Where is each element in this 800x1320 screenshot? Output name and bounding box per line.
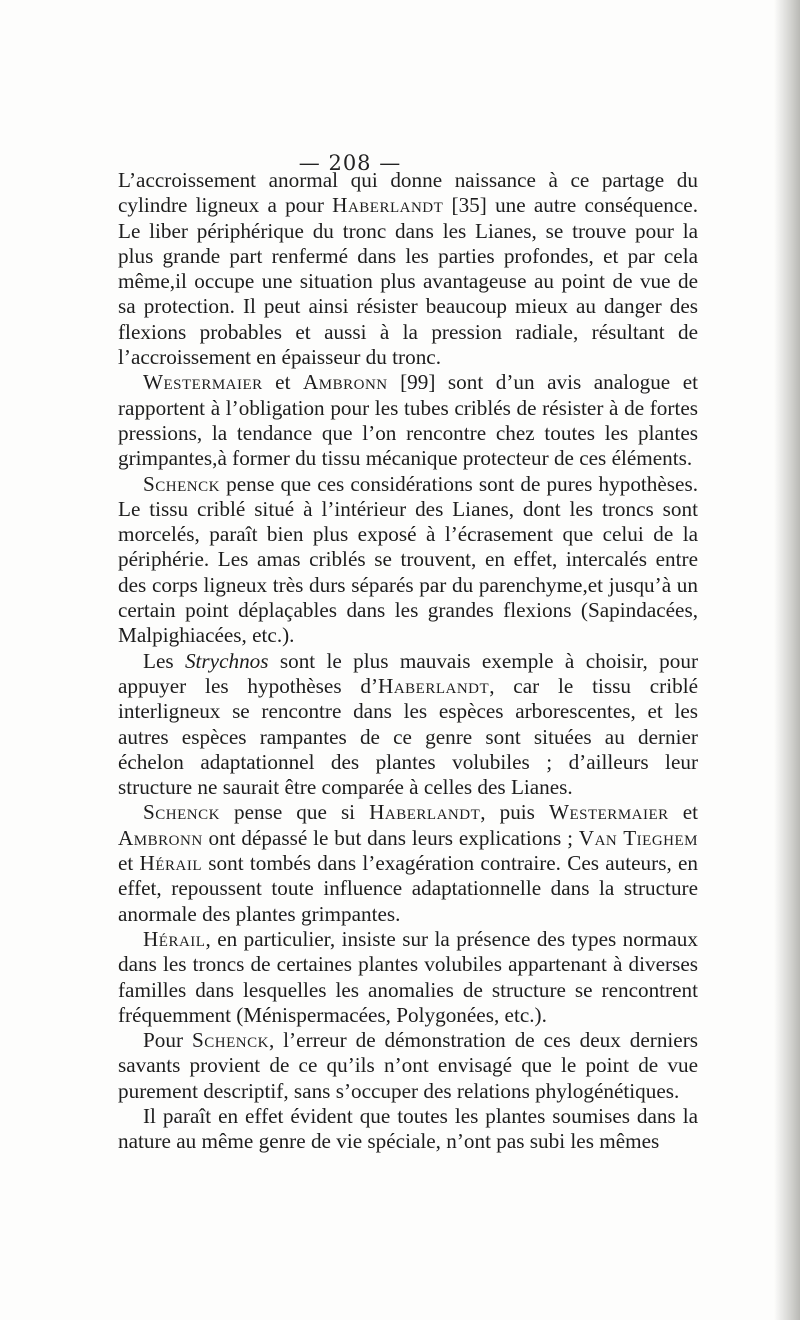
genus-name: Strychnos [184, 648, 269, 673]
paragraph-5: Schenck pense que si Haberlandt, puis Westermaier et Ambronn ont dépassé le but dans leurs explications ; Van Tieghem et Hérail sont tombés dans l’exagération contraire. Ces auteurs, en effet, repoussent toute influence adaptationnelle dans la structure anormale des plantes grimpantes. [118, 800, 698, 926]
author-name: Haberlandt [369, 800, 481, 825]
author-name: Haberlandt [378, 673, 490, 698]
author-name: Ambronn [118, 825, 203, 850]
author-name: Schenck [143, 471, 220, 496]
author-name: Schenck [143, 800, 220, 825]
page-edge-shadow [774, 0, 800, 1320]
author-name: Westermaier [548, 800, 669, 825]
author-name: Schenck [191, 1028, 269, 1053]
author-name: Hérail [139, 851, 203, 876]
paragraph-3: Schenck pense que ces considérations sont de pures hypothèses. Le tissu criblé situé à l’intérieur des Lianes, dont les troncs sont morcelés, paraît bien plus exposé à l’écrasement que celui de la périphérie. Les amas criblés se trouvent, en effet, intercalés entre des corps ligneux très durs séparés par du parenchyme,et jusqu’à un certain point déplaçables dans les grandes flexions (Sapindacées, Malpighiacées, etc.). [118, 471, 698, 648]
paragraph-1: L’accroissement anormal qui donne naissance à ce partage du cylindre ligneux a pour Haberlandt [35] une autre conséquence. Le liber périphérique du tronc dans les Lianes, se trouve pour la plus grande part renfermé dans les parties profondes, et par cela même,il occupe une situation plus avantageuse au point de vue de sa protection. Il peut ainsi résister beaucoup mieux au danger des flexions probables et aussi à la pression radiale, résultant de l’accroissement en épaisseur du tronc. [118, 168, 698, 370]
author-name: Westermaier [143, 370, 263, 395]
paragraph-8: Il paraît en effet évident que toutes les plantes soumises dans la nature au même genre de vie spéciale, n’ont pas subi les mêmes [118, 1103, 698, 1154]
body-text [118, 168, 698, 1155]
author-name: Haberlandt [332, 193, 444, 218]
paragraph-2: Westermaier et Ambronn [99] sont d’un avis analogue et rapportent à l’obligation pour les tubes criblés de résister à de fortes pressions, la tendance que l’on rencontre chez toutes les plantes grimpantes,à former du tissu mécanique protecteur de ces éléments. [118, 370, 698, 471]
author-name: Van Tieghem [578, 825, 698, 850]
author-name: Hérail [143, 926, 206, 951]
author-name: Ambronn [302, 370, 388, 395]
paragraph-6: Hérail, en particulier, insiste sur la présence des types normaux dans les troncs de certaines plantes volubiles appartenant à diverses familles dans lesquelles les anomalies de structure se rencontrent fréquemment (Ménispermacées, Polygonées, etc.). [118, 926, 698, 1027]
paragraph-4: Les Strychnos sont le plus mauvais exemple à choisir, pour appuyer les hypothèses d’Haberlandt, car le tissu criblé interligneux se rencontre dans les espèces arborescentes, et les autres espèces rampantes de ce genre sont situées au dernier échelon adaptationnel des plantes volubiles ; d’ailleurs leur structure ne saurait être comparée à celles des Lianes. [118, 648, 699, 800]
paragraph-7: Pour Schenck, l’erreur de démonstration de ces deux derniers savants provient de ce qu’ils n’ont envisagé que le point de vue purement descriptif, sans s’occuper des relations phylogénétiques. [118, 1028, 698, 1103]
page-number: — 208 — [298, 151, 402, 175]
